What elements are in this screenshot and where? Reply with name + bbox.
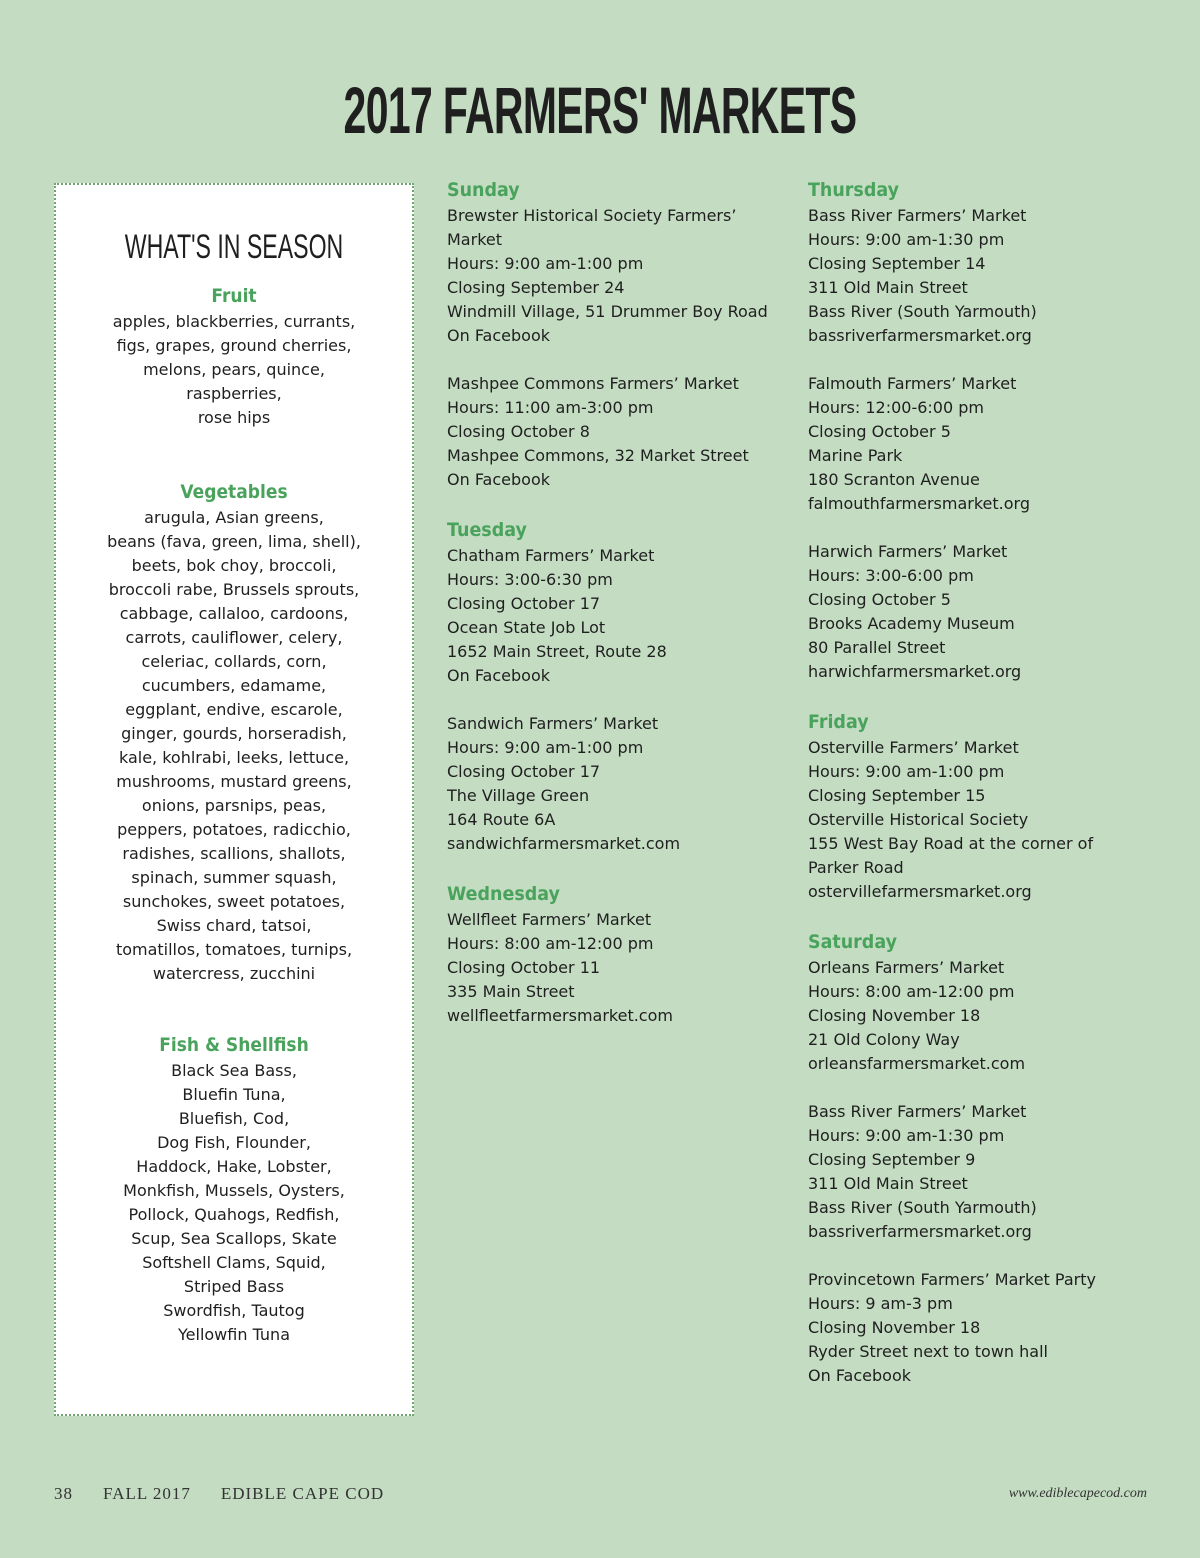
page-number: 38	[54, 1484, 73, 1503]
season-item-line: cucumbers, edamame,	[141, 676, 327, 695]
market-website-link[interactable]: bassriverfarmersmarket.org	[808, 326, 1032, 345]
market-name: Mashpee Commons Farmers’ Market	[447, 374, 739, 393]
season-item-line: raspberries,	[186, 384, 282, 403]
market-name: Brewster Historical Society Farmers’	[447, 206, 737, 225]
market-entry	[447, 204, 827, 348]
season-item-line: arugula, Asian greens,	[144, 508, 324, 527]
season-item-line: onions, parsnips, peas,	[141, 796, 327, 815]
market-detail: 180 Scranton Avenue	[808, 470, 980, 489]
market-detail: Hours: 8:00 am-12:00 pm	[447, 934, 654, 953]
market-detail: Marine Park	[808, 446, 903, 465]
market-name: Sandwich Farmers’ Market	[447, 714, 659, 733]
market-name: Falmouth Farmers’ Market	[808, 374, 1017, 393]
season-item-line: broccoli rabe, Brussels sprouts,	[108, 580, 360, 599]
market-column-right	[808, 176, 1188, 1412]
season-category-name: Vegetables	[180, 481, 288, 503]
market-detail: Closing October 11	[447, 958, 601, 977]
market-detail: Hours: 9:00 am-1:00 pm	[447, 738, 644, 757]
market-detail: Closing September 15	[808, 786, 986, 805]
market-entry	[808, 204, 1188, 348]
publication-name: EDIBLE CAPE COD	[220, 1484, 385, 1503]
market-detail: Closing October 17	[447, 762, 601, 781]
season-item-line: spinach, summer squash,	[131, 868, 337, 887]
season-item-line: Swordfish, Tautog	[163, 1301, 305, 1320]
season-item-line: Striped Bass	[183, 1277, 285, 1296]
market-detail: Closing September 9	[808, 1150, 976, 1169]
market-name: Wellfleet Farmers’ Market	[447, 910, 652, 929]
whats-in-season-box	[54, 183, 414, 1416]
season-category-name: Fruit	[211, 285, 257, 307]
market-entry	[808, 736, 1188, 904]
season-item-line: apples, blackberries, currants,	[112, 312, 356, 331]
season-item-line: peppers, potatoes, radicchio,	[117, 820, 351, 839]
market-detail: Osterville Historical Society	[808, 810, 1029, 829]
market-entry	[447, 372, 827, 492]
market-website-link[interactable]: orleansfarmersmarket.com	[808, 1054, 1026, 1073]
market-detail: On Facebook	[447, 666, 550, 685]
market-entry	[808, 956, 1188, 1076]
season-item-line: Monkfish, Mussels, Oysters,	[123, 1181, 345, 1200]
season-item-line: cabbage, callaloo, cardoons,	[119, 604, 349, 623]
market-website-link[interactable]: falmouthfarmersmarket.org	[808, 494, 1030, 513]
season-item-line: watercress, zucchini	[152, 964, 316, 983]
season-item-line: Dog Fish, Flounder,	[157, 1133, 311, 1152]
market-detail: Hours: 9:00 am-1:00 pm	[808, 762, 1005, 781]
day-heading: Tuesday	[447, 519, 527, 541]
season-category-fruit	[56, 284, 412, 430]
market-detail: Ocean State Job Lot	[447, 618, 606, 637]
market-detail: 155 West Bay Road at the corner of	[808, 834, 1094, 853]
market-website-link[interactable]: ostervillefarmersmarket.org	[808, 882, 1032, 901]
market-name: Bass River Farmers’ Market	[808, 1102, 1027, 1121]
market-detail: 335 Main Street	[447, 982, 575, 1001]
market-entry	[447, 712, 827, 856]
market-name: Provincetown Farmers’ Market Party	[808, 1270, 1096, 1289]
market-detail: 1652 Main Street, Route 28	[447, 642, 667, 661]
website-link[interactable]: www.ediblecapecod.com	[1008, 1486, 1147, 1501]
season-category-name: Fish & Shellfish	[159, 1034, 309, 1056]
market-name: Chatham Farmers’ Market	[447, 546, 655, 565]
season-item-line: radishes, scallions, shallots,	[122, 844, 346, 863]
market-detail: 311 Old Main Street	[808, 278, 968, 297]
season-item-line: Pollock, Quahogs, Redfish,	[128, 1205, 340, 1224]
season-item-line: rose hips	[197, 408, 271, 427]
season-item-line: ginger, gourds, horseradish,	[121, 724, 347, 743]
market-detail: Hours: 12:00-6:00 pm	[808, 398, 984, 417]
market-column-left	[447, 176, 827, 1052]
season-title: WHAT'S IN SEASON	[124, 228, 344, 266]
page-title: 2017 FARMERS' MARKETS	[343, 73, 857, 147]
market-detail: Hours: 9 am-3 pm	[808, 1294, 953, 1313]
season-item-line: Bluefin Tuna,	[182, 1085, 286, 1104]
season-item-line: mushrooms, mustard greens,	[116, 772, 352, 791]
market-entry	[808, 1268, 1188, 1388]
season-item-line: Scup, Sea Scallops, Skate	[131, 1229, 337, 1248]
day-heading: Friday	[808, 711, 869, 733]
season-item-line: sunchokes, sweet potatoes,	[122, 892, 346, 911]
market-detail: Hours: 3:00-6:30 pm	[447, 570, 613, 589]
season-item-line: Bluefish, Cod,	[178, 1109, 290, 1128]
season-category-vegetables	[56, 480, 412, 986]
market-detail: Hours: 3:00-6:00 pm	[808, 566, 974, 585]
market-detail: Hours: 9:00 am-1:00 pm	[447, 254, 644, 273]
market-entry	[808, 1100, 1188, 1244]
market-detail: Hours: 8:00 am-12:00 pm	[808, 982, 1015, 1001]
season-item-line: beans (fava, green, lima, shell),	[107, 532, 361, 551]
market-name: Osterville Farmers’ Market	[808, 738, 1019, 757]
market-website-link[interactable]: wellfleetfarmersmarket.com	[447, 1006, 673, 1025]
market-name: Bass River Farmers’ Market	[808, 206, 1027, 225]
season-item-line: figs, grapes, ground cherries,	[116, 336, 352, 355]
market-name: Orleans Farmers’ Market	[808, 958, 1005, 977]
market-detail: 80 Parallel Street	[808, 638, 946, 657]
market-website-link[interactable]: bassriverfarmersmarket.org	[808, 1222, 1032, 1241]
season-item-line: Yellowfin Tuna	[178, 1325, 290, 1344]
footer-left	[54, 1484, 384, 1504]
market-detail: Bass River (South Yarmouth)	[808, 1198, 1037, 1217]
season-item-line: Black Sea Bass,	[171, 1061, 297, 1080]
market-detail: On Facebook	[447, 326, 550, 345]
market-entry	[808, 540, 1188, 684]
market-detail: Windmill Village, 51 Drummer Boy Road	[447, 302, 768, 321]
market-detail: Closing November 18	[808, 1318, 981, 1337]
season-item-line: melons, pears, quince,	[143, 360, 325, 379]
season-item-line: Swiss chard, tatsoi,	[156, 916, 312, 935]
market-detail: Mashpee Commons, 32 Market Street	[447, 446, 749, 465]
day-heading: Saturday	[808, 931, 897, 953]
market-detail: Closing September 24	[447, 278, 625, 297]
market-detail: Bass River (South Yarmouth)	[808, 302, 1037, 321]
market-detail: Closing October 17	[447, 594, 601, 613]
day-heading: Sunday	[447, 179, 520, 201]
day-heading: Wednesday	[447, 883, 560, 905]
market-website-link[interactable]: sandwichfarmersmarket.com	[447, 834, 681, 853]
market-website-link[interactable]: harwichfarmersmarket.org	[808, 662, 1022, 681]
market-detail: Market	[447, 230, 502, 249]
market-detail: Brooks Academy Museum	[808, 614, 1015, 633]
market-detail: Hours: 11:00 am-3:00 pm	[447, 398, 654, 417]
market-detail: Closing October 8	[447, 422, 590, 441]
market-entry	[808, 372, 1188, 516]
market-detail: Hours: 9:00 am-1:30 pm	[808, 1126, 1005, 1145]
market-detail: 164 Route 6A	[447, 810, 556, 829]
season-item-line: eggplant, endive, escarole,	[125, 700, 343, 719]
market-detail: Closing October 5	[808, 590, 951, 609]
market-detail: Closing September 14	[808, 254, 986, 273]
market-detail: 21 Old Colony Way	[808, 1030, 960, 1049]
day-heading: Thursday	[808, 179, 900, 201]
season-item-line: Softshell Clams, Squid,	[142, 1253, 326, 1272]
season-item-line: carrots, cauliflower, celery,	[125, 628, 343, 647]
market-detail: Hours: 9:00 am-1:30 pm	[808, 230, 1005, 249]
market-detail: On Facebook	[808, 1366, 911, 1385]
season-category-fish	[56, 1033, 412, 1347]
season-item-line: tomatillos, tomatoes, turnips,	[115, 940, 353, 959]
market-detail: On Facebook	[447, 470, 550, 489]
season-item-line: kale, kohlrabi, leeks, lettuce,	[118, 748, 350, 767]
market-detail: Closing October 5	[808, 422, 951, 441]
season-item-line: celeriac, collards, corn,	[141, 652, 327, 671]
market-detail: Ryder Street next to town hall	[808, 1342, 1048, 1361]
market-name: Harwich Farmers’ Market	[808, 542, 1008, 561]
market-detail: Parker Road	[808, 858, 904, 877]
issue-label: FALL 2017	[103, 1484, 191, 1503]
season-item-line: Haddock, Hake, Lobster,	[136, 1157, 332, 1176]
market-detail: The Village Green	[447, 786, 590, 805]
season-item-line: beets, bok choy, broccoli,	[131, 556, 337, 575]
market-entry	[447, 544, 827, 688]
market-entry	[447, 908, 827, 1028]
market-detail: Closing November 18	[808, 1006, 981, 1025]
market-detail: 311 Old Main Street	[808, 1174, 968, 1193]
